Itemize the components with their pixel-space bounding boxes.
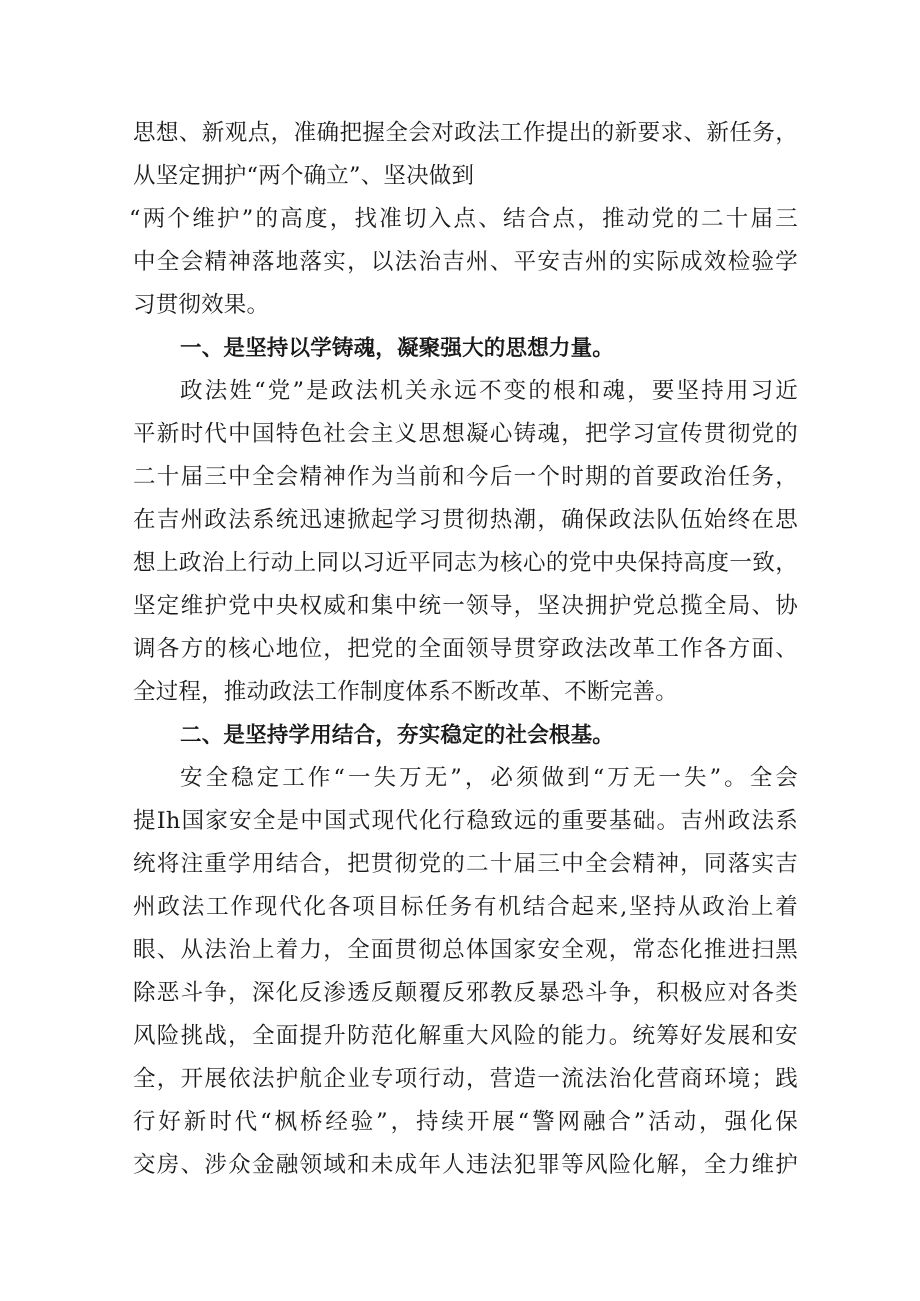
paragraph-line: 州政法工作现代化各项目标任务有机结合起来,坚持从政治上着 [133,894,798,920]
paragraph-line: 二十届三中全会精神作为当前和今后一个时期的首要政治任务， [133,464,798,490]
section-1-heading: 一、是坚持以学铸魂，凝聚强大的思想力量。 [180,336,615,361]
paragraph-line: 安全稳定工作“一失万无”，必须做到“万无一失”。全会 [180,765,798,791]
paragraph-line: 眼、从法治上着力，全面贯彻总体国家安全观，常态化推进扫黑 [133,937,798,963]
paragraph-line: 提Ih国家安全是中国式现代化行稳致远的重要基础。吉州政法系 [133,808,798,834]
intro-line: 从坚定拥护“两个确立”、坚决做到 [133,163,475,189]
paragraph-line: 坚定维护党中央权威和集中统一领导，坚决拥护党总揽全局、协 [133,593,798,619]
paragraph-line: 交房、涉众金融领域和未成年人违法犯罪等风险化解，全力维护 [133,1152,798,1178]
paragraph-line: 全过程，推动政法工作制度体系不断改革、不断完善。 [133,679,678,705]
paragraph-line: 行好新时代“枫桥经验”，持续开展“警网融合”活动，强化保 [133,1109,798,1135]
intro-line: 习贯彻效果。 [133,292,270,318]
paragraph-line: 想上政治上行动上同以习近平同志为核心的党中央保持高度一致， [133,550,798,576]
intro-line: 中全会精神落地落实，以法治吉州、平安吉州的实际成效检验学 [133,249,798,275]
paragraph-line: 平新时代中国特色社会主义思想凝心铸魂，把学习宣传贯彻党的 [133,421,798,447]
paragraph-line: 全，开展依法护航企业专项行动，营造一流法治化营商环境；践 [133,1066,798,1092]
paragraph-line: 风险挑战，全面提升防范化解重大风险的能力。统筹好发展和安 [133,1023,798,1049]
intro-line: 思想、新观点，准确把握全会对政法工作提出的新要求、新任务， [133,120,798,146]
intro-line: “两个维护”的高度，找准切入点、结合点，推动党的二十届三 [129,206,798,232]
paragraph-line: 在吉州政法系统迅速掀起学习贯彻热潮，确保政法队伍始终在思 [133,507,798,533]
section-2-heading: 二、是坚持学用结合，夯实稳定的社会根基。 [180,723,615,748]
document-body [129,112,798,1187]
paragraph-line: 统将注重学用结合，把贯彻党的二十届三中全会精神，同落实吉 [133,851,798,877]
paragraph-line: 政法姓“党”是政法机关永远不变的根和魂，要坚持用习近 [180,378,798,404]
paragraph-line: 除恶斗争，深化反渗透反颠覆反邪教反暴恐斗争，积极应对各类 [133,980,798,1006]
paragraph-line: 调各方的核心地位，把党的全面领导贯穿政法改革工作各方面、 [133,636,798,662]
